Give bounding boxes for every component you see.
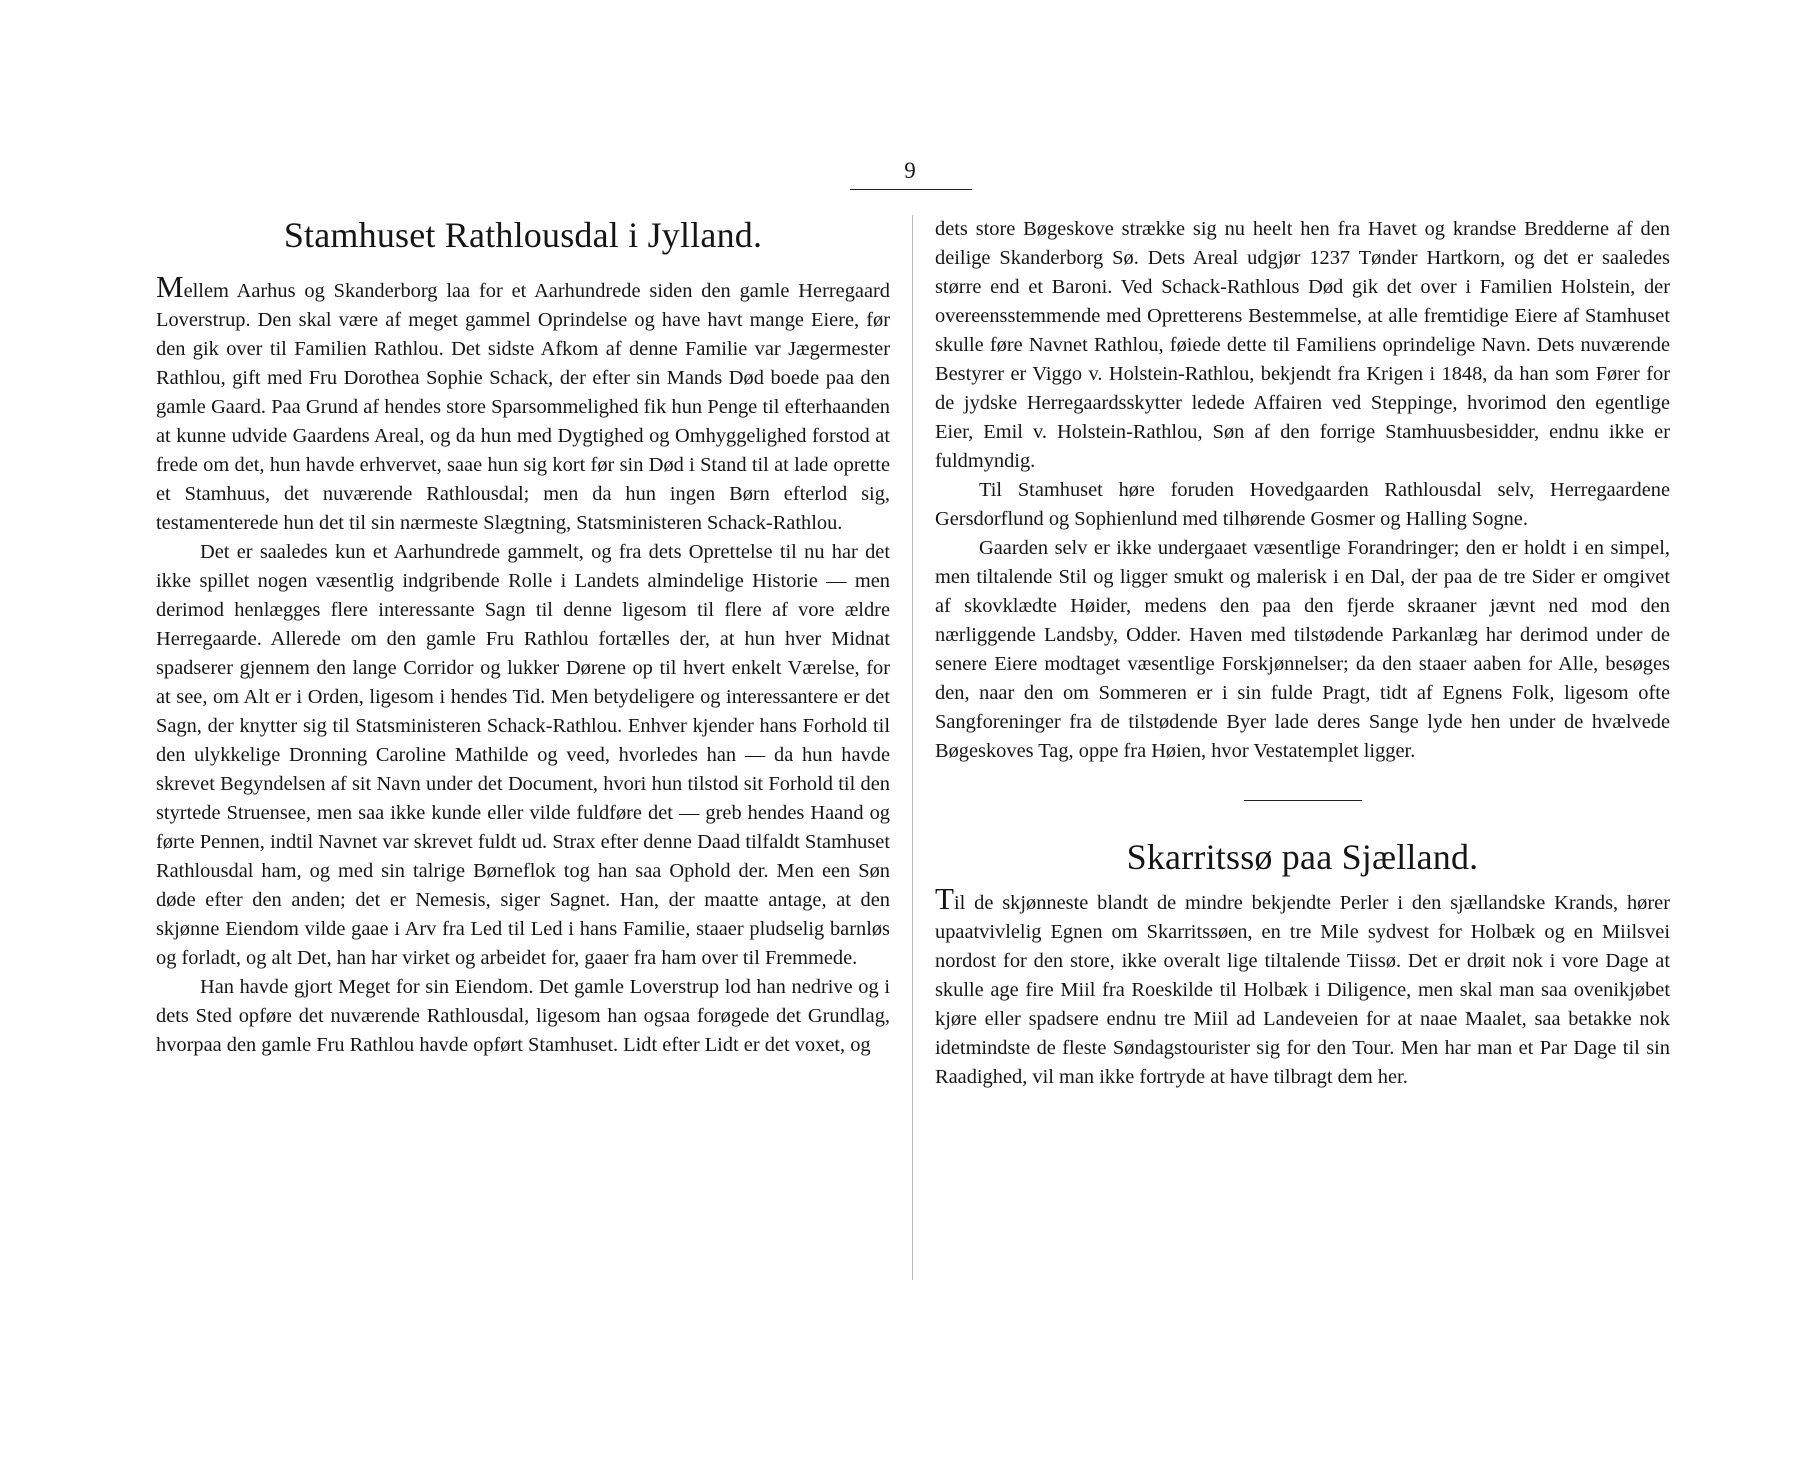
- page-number: 9: [904, 158, 916, 183]
- paragraph-intro-skarritsso: [935, 881, 1670, 1092]
- paragraph-history: Det er saaledes kun et Aarhundrede gammelt, og fra dets Oprettelse til nu har det ikke spillet nogen væsentlig indgribende Rolle i Landets almindelige Historie — men derimod henlægges flere interessante Sagn til denne ligesom til flere af vore ældre Herregaarde. Allerede om den gamle Fru Rathlou fortælles der, at hun hver Midnat spadserer gjennem den lange Corridor og lukker Dørene op til hvert enkelt Værelse, for at see, om Alt er i Orden, ligesom i hendes Tid. Men betydeligere og interessantere er det Sagn, der knytter sig til Statsministeren Schack-Rathlou. Enhver kjender hans Forhold til den ulykkelige Dronning Caroline Mathilde og veed, hvorledes han — da hun havde skrevet Begyndelsen af sit Navn under det Document, hvori hun tilstod sit Forhold til den styrtede Struensee, men saa ikke kunde eller vilde fuldføre det — greb hendes Haand og førte Pennen, indtil Navnet var skrevet fuldt ud. Strax efter denne Daad tilfaldt Stamhuset Rathlousdal ham, og med sin talrige Børneflok tog han saa Ophold der. Men een Søn døde efter den anden; det er Nemesis, siger Sagnet. Han, der maatte antage, at den skjønne Eiendom vilde gaae i Arv fra Led til Led i hans Familie, staaer pludselig barnløs og forladt, og alt Det, han har virket og arbeidet for, gaaer fra ham over til Fremmede.: [156, 541, 890, 969]
- paragraph-estate: Han havde gjort Meget for sin Eiendom. Det gamle Loverstrup lod han nedrive og i dets Sted opføre det nuværende Rathlousdal, ligesom han ogsaa forøgede det Grundlag, hvorpaa den gamle Fru Rathlou havde opført Stamhuset. Lidt efter Lidt er det voxet, og: [156, 976, 890, 1056]
- paragraph-holdings: Til Stamhuset høre foruden Hovedgaarden Rathlousdal selv, Herregaardene Gersdorflund og Sophienlund med tilhørende Gosmer og Halling Sogne.: [935, 479, 1670, 530]
- page-number-rule: [850, 189, 972, 190]
- column-divider: [912, 215, 913, 1280]
- paragraph-intro-rathlousdal: [156, 269, 890, 538]
- left-column: [156, 215, 890, 1060]
- paragraph-continuation: dets store Bøgeskove strække sig nu heelt hen fra Havet og krandse Bredderne af den deilige Skanderborg Sø. Dets Areal udgjør 1237 Tønder Hartkorn, og det er saaledes større end et Baroni. Ved Schack-Rathlous Død gik det over i Familien Holstein, der overeensstemmende med Opretterens Bestemmelse, at alle fremtidige Eiere af Stamhuset skulle føre Navnet Rathlou, føiede dette til Familiens oprindelige Navn. Dets nuværende Bestyrer er Viggo v. Holstein-Rathlou, bekjendt fra Krigen i 1848, da han som Fører for de jydske Herregaardsskytter ledede Affairen ved Steppinge, hvorimod den egentlige Eier, Emil v. Holstein-Rathlou, Søn af den forrige Stamhuusbesidder, endnu ikke er fuldmyndig.: [935, 218, 1670, 472]
- drop-cap-t: T: [935, 881, 954, 916]
- section-divider-rule: [1244, 800, 1362, 801]
- paragraph-intro2-text: il de skjønneste blandt de mindre bekjendte Perler i den sjællandske Krands, hører upaatvivlelig Egnen om Skarritssøen, en tre Mile sydvest for Holbæk og en Miilsvei nordost for den store, ikke overalt lige tiltalende Tiissø. Det er drøit nok i vore Dage at skulle age fire Miil fra Roeskilde til Holbæk i Diligence, men skal man saa ovenikjøbet kjøre eller spadsere endnu tre Miil ad Landeveien for at naae Maalet, saa betakke nok idetmindste de fleste Søndagstourister sig for den Tour. Men har man et Par Dage til sin Raadighed, vil man ikke fortryde at have tilbragt dem her.: [935, 892, 1670, 1088]
- right-column: [935, 215, 1670, 1092]
- section-title-rathlousdal: Stamhuset Rathlousdal i Jylland.: [283, 215, 763, 255]
- paragraph-intro-text: ellem Aarhus og Skanderborg laa for et Aarhundrede siden den gamle Herregaard Loverstrup. Den skal være af meget gammel Oprindelse og have havt mange Eiere, før den gik over til Familien Rathlou. Det sidste Afkom af denne Familie var Jægermester Rathlou, gift med Fru Dorothea Sophie Schack, der efter sin Mands Død boede paa den gamle Gaard. Paa Grund af hendes store Sparsommelighed fik hun Penge til efterhaanden at kunne udvide Gaardens Areal, og da hun med Dygtighed og Omhyggelighed forstod at frede om det, hun havde erhvervet, saae hun sig kort før sin Død i Stand til at lade oprette et Stamhuus, det nuværende Rathlousdal; men da hun ingen Børn efterlod sig, testamenterede hun det til sin nærmeste Slægtning, Statsministeren Schack-Rathlou.: [156, 280, 890, 534]
- paragraph-garden: Gaarden selv er ikke undergaaet væsentlige Forandringer; den er holdt i en simpel, men tiltalende Stil og ligger smukt og malerisk i en Dal, der paa de tre Sider er omgivet af skovklædte Høider, medens den paa den fjerde skraaner jævnt ned mod den nærliggende Landsby, Odder. Haven med tilstødende Parkanlæg har derimod under de senere Eiere modtaget væsentlige Forskjønnelser; da den staaer aaben for Alle, besøges den, naar den om Sommeren er i sin fulde Pragt, tidt af Egnens Folk, ligesom ofte Sangforeninger fra de tilstødende Byer lade deres Sange lyde hen under de hvælvede Bøgeskoves Tag, oppe fra Høien, hvor Vestatemplet ligger.: [935, 537, 1670, 762]
- section-title-skarritsso: Skarritssø paa Sjælland.: [1126, 837, 1479, 877]
- drop-cap-m: M: [156, 269, 184, 304]
